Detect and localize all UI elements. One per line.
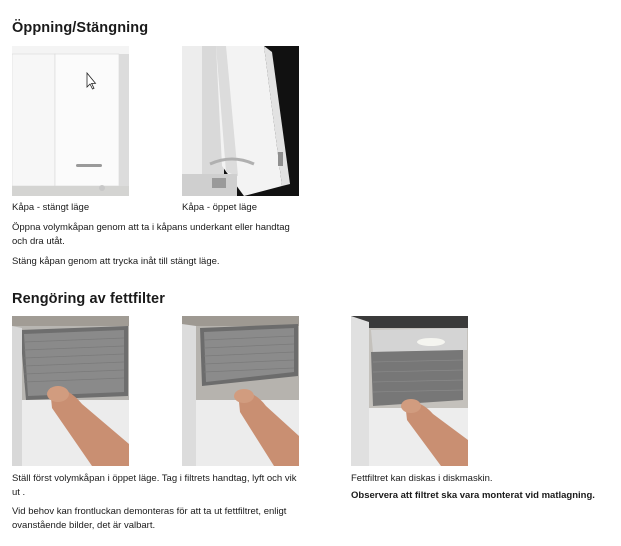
paragraph-warning: Observera att filtret ska vara monterat vid matlagning. [351,490,595,501]
caption-closed: Kåpa - stängt läge [12,202,90,213]
paragraph-close-instruction: Stäng kåpan genom att trycka inåt till stängt läge. [12,256,220,267]
section-title-opening: Öppning/Stängning [12,20,149,36]
paragraph-front-panel: Vid behov kan frontluckan demonteras för att ta ut fettfiltret, enligt ovanstående bilder, det är valbart. [12,506,287,531]
paragraph-dishwasher: Fettfiltret kan diskas i diskmaskin. [351,473,493,484]
section-title-cleaning: Rengöring av fettfilter [12,291,165,307]
photo-filter-step-1 [12,316,129,466]
photo-hood-closed [12,46,129,196]
photo-filter-step-2 [182,316,299,466]
photo-filter-step-3 [351,316,468,466]
paragraph-open-instruction: Öppna volymkåpan genom att ta i kåpans underkant eller handtag och dra utåt. [12,222,290,247]
photo-hood-open [182,46,299,196]
paragraph-filter-step: Ställ först volymkåpan i öppet läge. Tag i filtrets handtag, lyft och vik ut . [12,473,297,498]
caption-open: Kåpa - öppet läge [182,202,258,213]
